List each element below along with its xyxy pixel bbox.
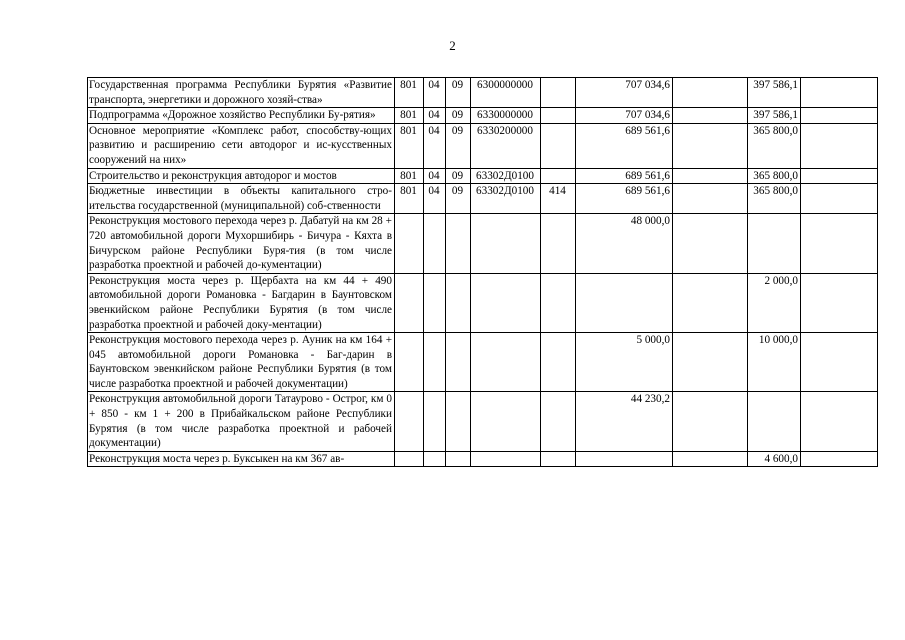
row-name: Реконструкция моста через р. Щербахта на км 44 + 490 автомобильной дороги Романовка - Багдарин в Баунтовском эвенкийском районе Республики Бурятия (в том числе разработка проектной и рабочей доку-ментации) — [88, 273, 395, 332]
expense-type-code — [541, 273, 576, 332]
expense-type-code — [541, 108, 576, 124]
amount-year-1: 707 034,6 — [576, 108, 673, 124]
ministry-code: 801 — [395, 78, 424, 108]
amount-year-1-extra — [673, 123, 748, 168]
amount-year-1-extra — [673, 392, 748, 451]
budget-table — [87, 77, 878, 467]
target-article-code — [471, 273, 541, 332]
expense-type-code: 414 — [541, 184, 576, 214]
row-name: Реконструкция моста через р. Буксыкен на км 367 ав- — [88, 451, 395, 467]
ministry-code — [395, 273, 424, 332]
amount-year-2 — [748, 392, 801, 451]
table-row — [88, 168, 878, 184]
expense-type-code — [541, 123, 576, 168]
amount-year-1-extra — [673, 78, 748, 108]
target-article-code — [471, 451, 541, 467]
row-name: Бюджетные инвестиции в объекты капитального стро-ительства государственной (муниципальной) соб-ственности — [88, 184, 395, 214]
table-row — [88, 273, 878, 332]
table-row — [88, 123, 878, 168]
subsection-code: 09 — [446, 168, 471, 184]
amount-year-1: 689 561,6 — [576, 184, 673, 214]
amount-year-2-extra — [801, 392, 878, 451]
expense-type-code — [541, 214, 576, 273]
amount-year-1: 689 561,6 — [576, 168, 673, 184]
subsection-code: 09 — [446, 123, 471, 168]
section-code — [424, 392, 446, 451]
ministry-code — [395, 333, 424, 392]
target-article-code: 6330000000 — [471, 108, 541, 124]
section-code: 04 — [424, 184, 446, 214]
amount-year-2 — [748, 214, 801, 273]
ministry-code: 801 — [395, 123, 424, 168]
row-name: Строительство и реконструкция автодорог и мостов — [88, 168, 395, 184]
amount-year-2-extra — [801, 108, 878, 124]
row-name: Реконструкция автомобильной дороги Татаурово - Острог, км 0 + 850 - км 1 + 200 в Прибайкальском районе Республики Бурятия (в том числе разработка проектной и рабочей документации) — [88, 392, 395, 451]
amount-year-2: 397 586,1 — [748, 108, 801, 124]
subsection-code: 09 — [446, 108, 471, 124]
section-code: 04 — [424, 168, 446, 184]
table-row — [88, 392, 878, 451]
section-code — [424, 451, 446, 467]
row-name: Основное мероприятие «Комплекс работ, способству-ющих развитию и расширению сети автодорог и ис-кусственных сооружений на них» — [88, 123, 395, 168]
ministry-code — [395, 214, 424, 273]
subsection-code — [446, 214, 471, 273]
target-article-code — [471, 333, 541, 392]
target-article-code — [471, 214, 541, 273]
amount-year-1 — [576, 451, 673, 467]
amount-year-2: 2 000,0 — [748, 273, 801, 332]
amount-year-2: 4 600,0 — [748, 451, 801, 467]
amount-year-2-extra — [801, 273, 878, 332]
amount-year-1: 44 230,2 — [576, 392, 673, 451]
expense-type-code — [541, 333, 576, 392]
subsection-code: 09 — [446, 184, 471, 214]
amount-year-2-extra — [801, 78, 878, 108]
row-name: Государственная программа Республики Бурятия «Развитие транспорта, энергетики и дорожного хозяй-ства» — [88, 78, 395, 108]
expense-type-code — [541, 168, 576, 184]
amount-year-1-extra — [673, 184, 748, 214]
target-article-code — [471, 392, 541, 451]
amount-year-2: 10 000,0 — [748, 333, 801, 392]
table-row — [88, 451, 878, 467]
amount-year-1: 707 034,6 — [576, 78, 673, 108]
table-row — [88, 108, 878, 124]
ministry-code: 801 — [395, 184, 424, 214]
amount-year-2: 365 800,0 — [748, 168, 801, 184]
amount-year-1: 48 000,0 — [576, 214, 673, 273]
section-code: 04 — [424, 78, 446, 108]
amount-year-1: 689 561,6 — [576, 123, 673, 168]
expense-type-code — [541, 451, 576, 467]
amount-year-1: 5 000,0 — [576, 333, 673, 392]
target-article-code: 6330200000 — [471, 123, 541, 168]
subsection-code — [446, 451, 471, 467]
target-article-code: 63302Д0100 — [471, 184, 541, 214]
amount-year-1-extra — [673, 108, 748, 124]
subsection-code — [446, 273, 471, 332]
ministry-code — [395, 392, 424, 451]
target-article-code: 63302Д0100 — [471, 168, 541, 184]
amount-year-2: 365 800,0 — [748, 184, 801, 214]
amount-year-2-extra — [801, 451, 878, 467]
amount-year-1-extra — [673, 168, 748, 184]
subsection-code — [446, 333, 471, 392]
section-code: 04 — [424, 123, 446, 168]
ministry-code: 801 — [395, 108, 424, 124]
page-number: 2 — [449, 38, 456, 53]
table-row — [88, 333, 878, 392]
row-name: Подпрограмма «Дорожное хозяйство Республики Бу-рятия» — [88, 108, 395, 124]
amount-year-2: 365 800,0 — [748, 123, 801, 168]
amount-year-2-extra — [801, 123, 878, 168]
amount-year-1-extra — [673, 333, 748, 392]
amount-year-2-extra — [801, 168, 878, 184]
ministry-code — [395, 451, 424, 467]
amount-year-1-extra — [673, 273, 748, 332]
amount-year-1 — [576, 273, 673, 332]
amount-year-2-extra — [801, 333, 878, 392]
amount-year-2-extra — [801, 184, 878, 214]
ministry-code: 801 — [395, 168, 424, 184]
expense-type-code — [541, 78, 576, 108]
target-article-code: 6300000000 — [471, 78, 541, 108]
amount-year-1-extra — [673, 451, 748, 467]
section-code — [424, 333, 446, 392]
row-name: Реконструкция мостового перехода через р. Дабатуй на км 28 + 720 автомобильной дороги Мухоршибирь - Бичура - Кяхта в Бичурском районе Республики Буря-тия (в том числе разработка проектной и рабочей до-кументации) — [88, 214, 395, 273]
row-name: Реконструкция мостового перехода через р. Ауник на км 164 + 045 автомобильной дороги Романовка - Баг-дарин в Баунтовском эвенкийском районе Республики Бурятия (в том числе разработка проектной и рабочей документации) — [88, 333, 395, 392]
subsection-code: 09 — [446, 78, 471, 108]
section-code — [424, 273, 446, 332]
amount-year-2-extra — [801, 214, 878, 273]
section-code: 04 — [424, 108, 446, 124]
table-row — [88, 78, 878, 108]
amount-year-2: 397 586,1 — [748, 78, 801, 108]
expense-type-code — [541, 392, 576, 451]
amount-year-1-extra — [673, 214, 748, 273]
subsection-code — [446, 392, 471, 451]
table-row — [88, 184, 878, 214]
section-code — [424, 214, 446, 273]
table-row — [88, 214, 878, 273]
